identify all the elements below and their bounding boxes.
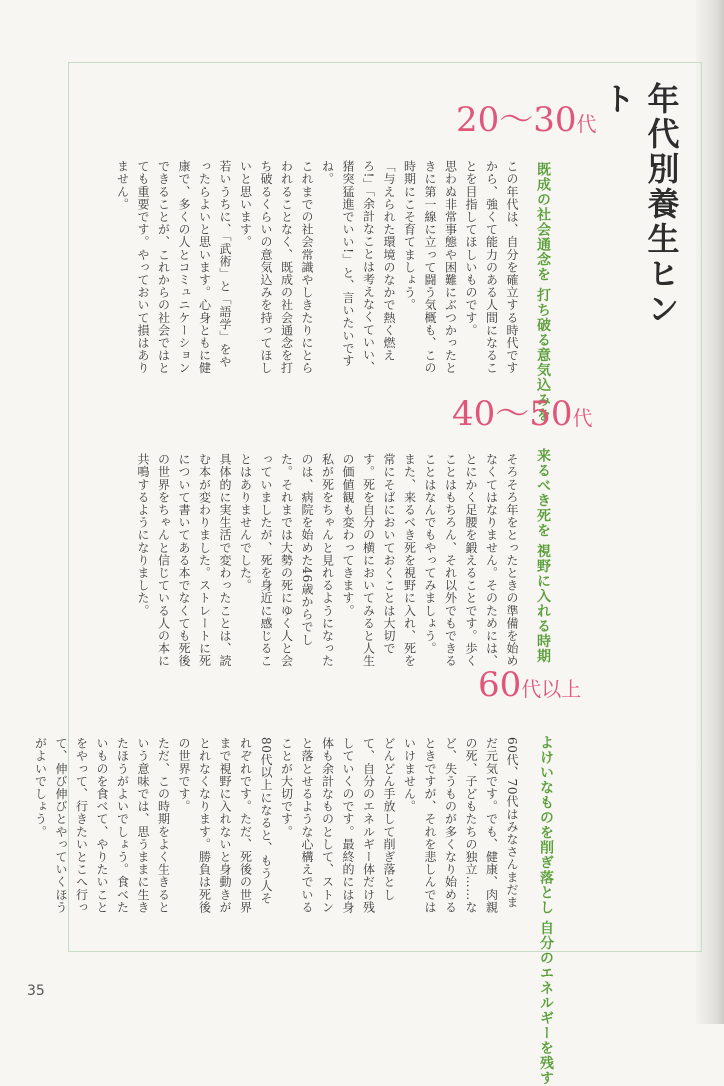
era-label: 40〜50 — [452, 394, 573, 434]
era-heading-20s — [456, 92, 597, 141]
body-text-40s — [90, 453, 522, 668]
paragraph: 「与えられた環境のなかで熱く燃えろ!」「余計なことは考えなくていい、猪突猛進でいい!」と、言いたいですね。 — [320, 160, 396, 374]
era-label: 20〜30 — [456, 100, 577, 140]
paragraph: 60代、70代はみなさんまだまだ元気です。でも、健康、肉親の死、子どもたちの独立……など、失うものが多くなり始めるときですが、それを悲しんではいけません。 — [402, 737, 519, 914]
era-suffix: 代 — [572, 406, 593, 430]
body-text-20s — [90, 160, 522, 378]
page-number: 35 — [27, 983, 45, 999]
subheading-20s: 既成の社会通念を 打ち破る意気込みを — [535, 162, 551, 423]
paragraph: どんどん手放して削ぎ落として、自分のエネルギー体だけ残していくのです。最終的には身体も余計なものとして、ストンと落とせるような心構えでいることが大切です。 — [279, 737, 396, 914]
body-text-60s — [33, 737, 522, 917]
era-suffix: 代以上 — [521, 677, 582, 701]
paragraph: 私が死をちゃんと見れるようになったのは、病院を始めた46歳からでした。それまでは大勢の死にゆく人と会っていましたが、死を身近に感じることはありませんでした。 — [238, 453, 335, 668]
era-suffix: 代 — [576, 112, 597, 136]
subheading-40s: 来るべき死を 視野に入れる時期 — [535, 448, 551, 664]
era-heading-60s — [478, 665, 581, 705]
paragraph: これまでの社会常識やしきたりにとらわれることなく、既成の社会通念を打ち破るくらいの意気込みを持ってほしいと思います。 — [238, 160, 314, 375]
paragraph: この年代は、自分を確立する時代ですから、強くて能力のある人間になることを目指してほしいものです。 — [464, 160, 519, 375]
paragraph: 思わぬ非常事態や困難にぶつかったときに第一線に立って闘う気概も、この時期にこそ育てましょう。 — [402, 160, 458, 375]
paragraph: 若いうちに、「武術」と「語学」をやったらよいと思います。心身ともに健康で、多くの人とコミュニケーションできることが、これからの社会ではとても重要です。やっておいて損はありません。 — [115, 160, 232, 375]
page-title: 年代別養生ヒント — [598, 82, 681, 327]
paragraph: そろそろ年をとったときの準備を始めなくてはなりません。そのためには、とにかく足腰を鍛えることです。歩くことはもちろん、それ以外でもできることはなんでもやってみましょう。 — [423, 453, 519, 668]
paragraph: 具体的に実生活で変わったことは、読む本が変わりました。ストレートに死について書いてある本でなくても死後の世界をちゃんと信じている人の本に共鳴するようになりました。 — [136, 453, 232, 668]
paragraph: ただ、この時期をよく生きるという意味では、思うままに生きたほうがよいでしょう。食べたいものを食べて、やりたいことをやって、行きたいとこへ行って、伸び伸びとやっていくほうがよいでしょう。 — [33, 737, 171, 914]
paragraph: 80代以上になると、もう人それぞれです。ただ、死後の世界まで視野に入れないと身動きがとれなくなります。勝負は死後の世界です。 — [177, 737, 273, 914]
subheading-60s: よけいなものを削ぎ落とし 自分のエネルギーを残す — [538, 735, 554, 1086]
era-label: 60 — [478, 665, 522, 705]
paragraph: また、来るべき死を視野に入れ、死を常にそばにおいておくことは大切です。死を自分の横においてみると人生の価値観も変わってきます。 — [341, 453, 417, 668]
era-heading-40s — [452, 386, 593, 435]
